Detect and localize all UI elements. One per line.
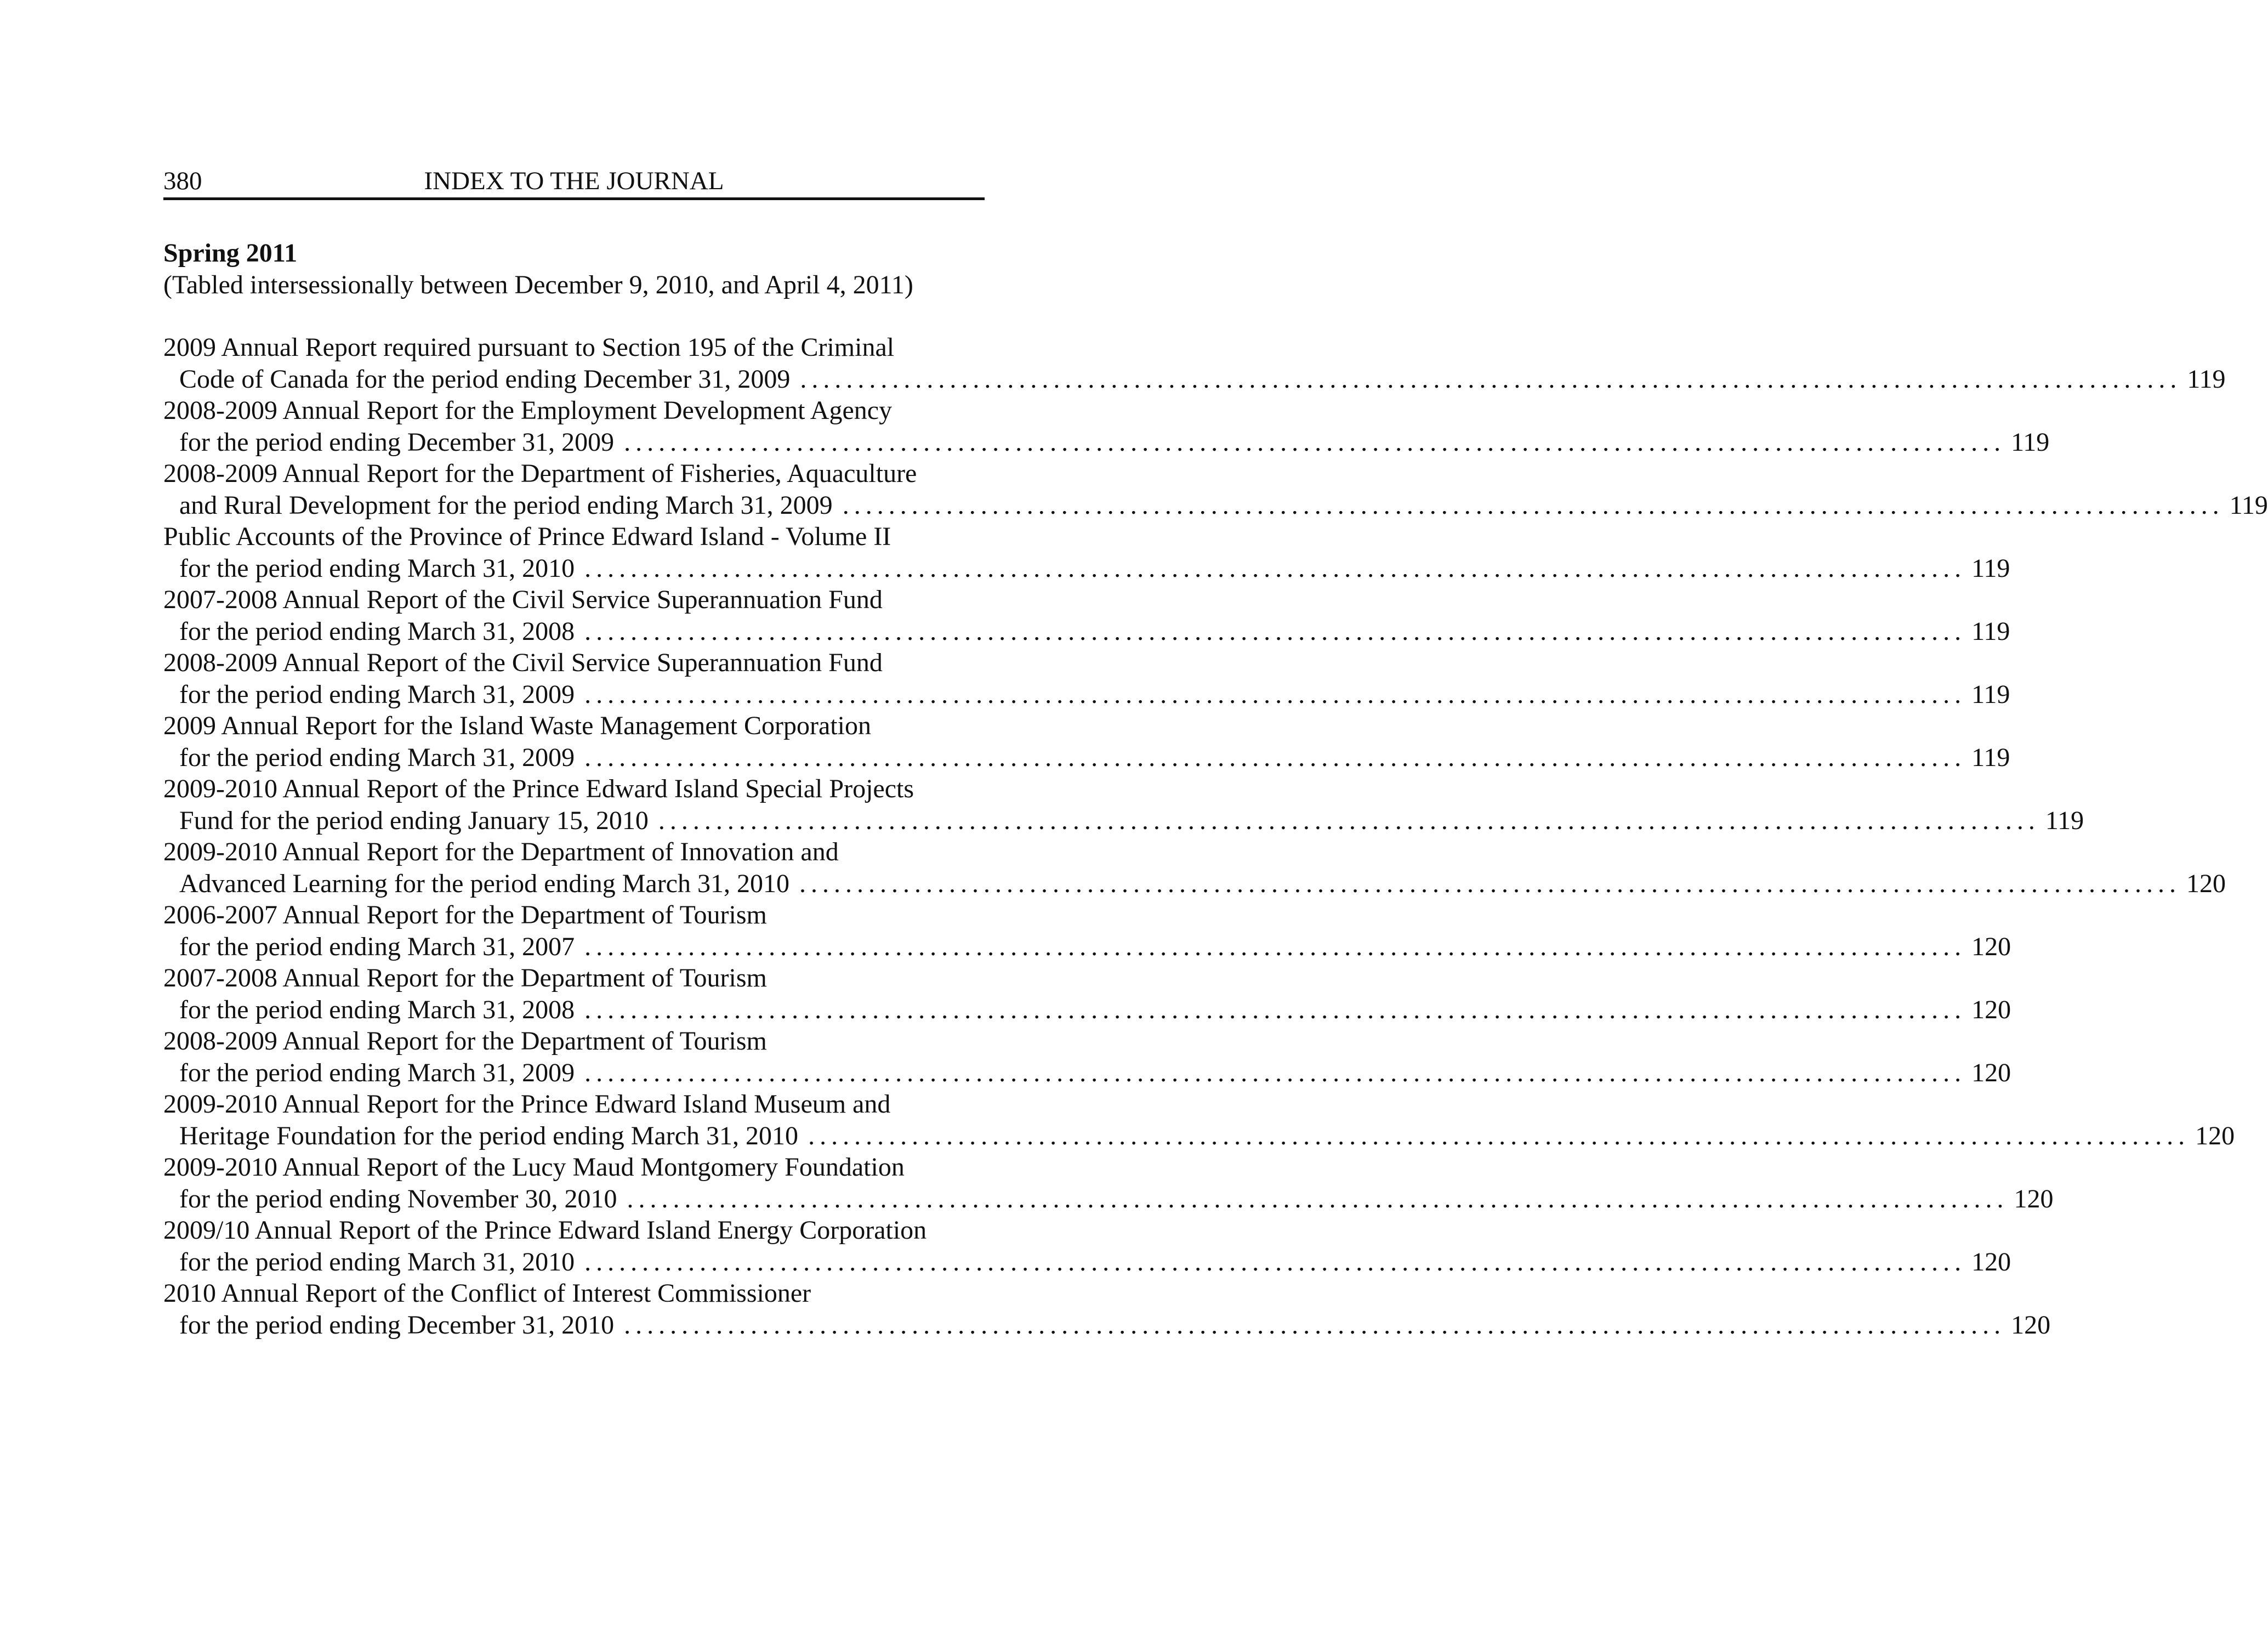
entry-continuation-line <box>163 364 2226 395</box>
dot-leader: ........................................................................................................................ <box>584 932 1966 961</box>
entry-title-line: 2008-2009 Annual Report for the Employment Development Agency <box>163 396 893 425</box>
dot-leader: ........................................................................................................................ <box>584 1058 1966 1087</box>
index-entry <box>163 1152 2054 1215</box>
index-entry <box>163 1215 2011 1278</box>
page-reference: 119 <box>1971 679 2010 709</box>
entry-title-line: 2009 Annual Report required pursuant to Section 195 of the Criminal <box>163 333 895 362</box>
page-reference: 119 <box>1971 616 2010 646</box>
dot-leader: ........................................................................................................................ <box>584 742 1966 772</box>
dot-leader: ........................................................................................................................ <box>624 427 2006 457</box>
index-entry <box>163 521 2010 584</box>
entry-title-line: 2009-2010 Annual Report of the Prince Edward Island Special Projects <box>163 774 914 803</box>
entry-title-line: 2006-2007 Annual Report for the Department of Tourism <box>163 900 767 929</box>
running-head: INDEX TO THE JOURNAL <box>424 167 724 195</box>
dot-leader: ........................................................................................................................ <box>584 616 1966 646</box>
entry-continuation-text: for the period ending March 31, 2007 <box>179 932 575 961</box>
page-reference: 120 <box>1971 932 2011 961</box>
index-entry <box>163 395 2050 458</box>
entry-continuation-text: Heritage Foundation for the period ending March 31, 2010 <box>179 1121 799 1150</box>
page-reference: 120 <box>2014 1184 2054 1213</box>
entry-continuation-text: for the period ending March 31, 2010 <box>179 1247 575 1277</box>
page-reference: 119 <box>1971 742 2010 772</box>
entry-continuation-line <box>163 805 2084 837</box>
page-reference: 120 <box>2011 1310 2051 1340</box>
entry-continuation-line <box>163 427 2050 458</box>
page-reference: 119 <box>2229 490 2268 520</box>
entry-continuation-text: for the period ending March 31, 2009 <box>179 679 575 709</box>
entry-continuation-text: for the period ending March 31, 2009 <box>179 1058 575 1087</box>
entry-continuation-text: and Rural Development for the period ending March 31, 2009 <box>179 490 833 520</box>
page-reference: 120 <box>2195 1121 2235 1150</box>
dot-leader: ........................................................................................................................ <box>584 995 1966 1024</box>
entry-continuation-text: for the period ending March 31, 2010 <box>179 553 575 583</box>
index-entry <box>163 899 2011 962</box>
entry-continuation-line <box>163 742 2010 774</box>
page-reference: 119 <box>2187 364 2226 394</box>
entry-title-line: 2010 Annual Report of the Conflict of Interest Commissioner <box>163 1279 811 1308</box>
index-entry <box>163 962 2011 1025</box>
entry-continuation-line <box>163 616 2010 648</box>
page-reference: 119 <box>2045 806 2084 835</box>
index-entry <box>163 332 2226 395</box>
dot-leader: ........................................................................................................................ <box>624 1310 2006 1340</box>
entry-continuation-line <box>163 931 2011 963</box>
entry-title-line: 2009-2010 Annual Report for the Department of Innovation and <box>163 837 839 866</box>
dot-leader: ........................................................................................................................ <box>842 490 2224 520</box>
entry-continuation-line <box>163 868 2226 900</box>
section-subtitle: (Tabled intersessionally between December 9, 2010, and April 4, 2011) <box>163 270 913 299</box>
entry-continuation-text: for the period ending March 31, 2008 <box>179 995 575 1024</box>
section-title: Spring 2011 <box>163 239 298 268</box>
entry-continuation-text: for the period ending November 30, 2010 <box>179 1184 617 1213</box>
entry-title-line: 2007-2008 Annual Report of the Civil Service Superannuation Fund <box>163 585 883 614</box>
entry-continuation-text: for the period ending December 31, 2010 <box>179 1310 615 1340</box>
section-heading <box>163 237 985 301</box>
entry-continuation-text: Advanced Learning for the period ending March 31, 2010 <box>179 869 789 898</box>
entry-title-line: 2009 Annual Report for the Island Waste Management Corporation <box>163 711 871 740</box>
page-reference: 120 <box>1971 1058 2011 1087</box>
entry-continuation-text: for the period ending December 31, 2009 <box>179 427 615 457</box>
page-reference: 120 <box>2186 869 2226 898</box>
entry-title-line: 2007-2008 Annual Report for the Department of Tourism <box>163 963 767 992</box>
entry-title-line: 2009-2010 Annual Report of the Lucy Maud Montgomery Foundation <box>163 1153 905 1182</box>
page-number: 380 <box>163 167 202 195</box>
page-header <box>163 164 985 200</box>
dot-leader: ........................................................................................................................ <box>584 1247 1966 1277</box>
entry-continuation-line <box>163 679 2010 711</box>
entry-title-line: 2008-2009 Annual Report for the Department of Tourism <box>163 1026 767 1056</box>
dot-leader: ........................................................................................................................ <box>627 1184 2009 1213</box>
entry-title-line: Public Accounts of the Province of Prince Edward Island - Volume II <box>163 522 891 551</box>
index-entry <box>163 1025 2011 1088</box>
entry-continuation-line <box>163 1309 2051 1341</box>
entry-continuation-text: Code of Canada for the period ending December 31, 2009 <box>179 364 791 394</box>
dot-leader: ........................................................................................................................ <box>658 806 2040 835</box>
index-entry <box>163 1278 2051 1341</box>
page-reference: 120 <box>1971 995 2011 1024</box>
entry-continuation-line <box>163 490 2268 521</box>
index-entry <box>163 458 2268 521</box>
entry-title-line: 2008-2009 Annual Report of the Civil Service Superannuation Fund <box>163 648 883 677</box>
entry-continuation-text: Fund for the period ending January 15, 2010 <box>179 806 649 835</box>
entry-continuation-text: for the period ending March 31, 2009 <box>179 742 575 772</box>
entry-continuation-line <box>163 1120 2235 1152</box>
page-reference: 120 <box>1971 1247 2011 1277</box>
index-entry <box>163 836 2226 899</box>
index-entry <box>163 1088 2235 1152</box>
dot-leader: ........................................................................................................................ <box>584 553 1966 583</box>
page-reference: 119 <box>2011 427 2050 457</box>
dot-leader: ........................................................................................................................ <box>800 364 2182 394</box>
dot-leader: ........................................................................................................................ <box>808 1121 2190 1150</box>
entry-continuation-line <box>163 553 2010 585</box>
entry-title-line: 2008-2009 Annual Report for the Department of Fisheries, Aquaculture <box>163 459 917 488</box>
dot-leader: ........................................................................................................................ <box>799 869 2181 898</box>
index-entry <box>163 584 2010 647</box>
entry-continuation-line <box>163 1246 2011 1278</box>
index-entry <box>163 710 2010 773</box>
entry-title-line: 2009/10 Annual Report of the Prince Edward Island Energy Corporation <box>163 1216 927 1245</box>
entry-continuation-line <box>163 1057 2011 1089</box>
page-reference: 119 <box>1971 553 2010 583</box>
entry-continuation-text: for the period ending March 31, 2008 <box>179 616 575 646</box>
entry-continuation-line <box>163 1183 2054 1215</box>
index-entry <box>163 773 2084 836</box>
index-entry-list <box>163 332 2268 1341</box>
entry-title-line: 2009-2010 Annual Report for the Prince Edward Island Museum and <box>163 1090 891 1119</box>
dot-leader: ........................................................................................................................ <box>584 679 1966 709</box>
entry-continuation-line <box>163 994 2011 1026</box>
index-entry <box>163 647 2010 710</box>
